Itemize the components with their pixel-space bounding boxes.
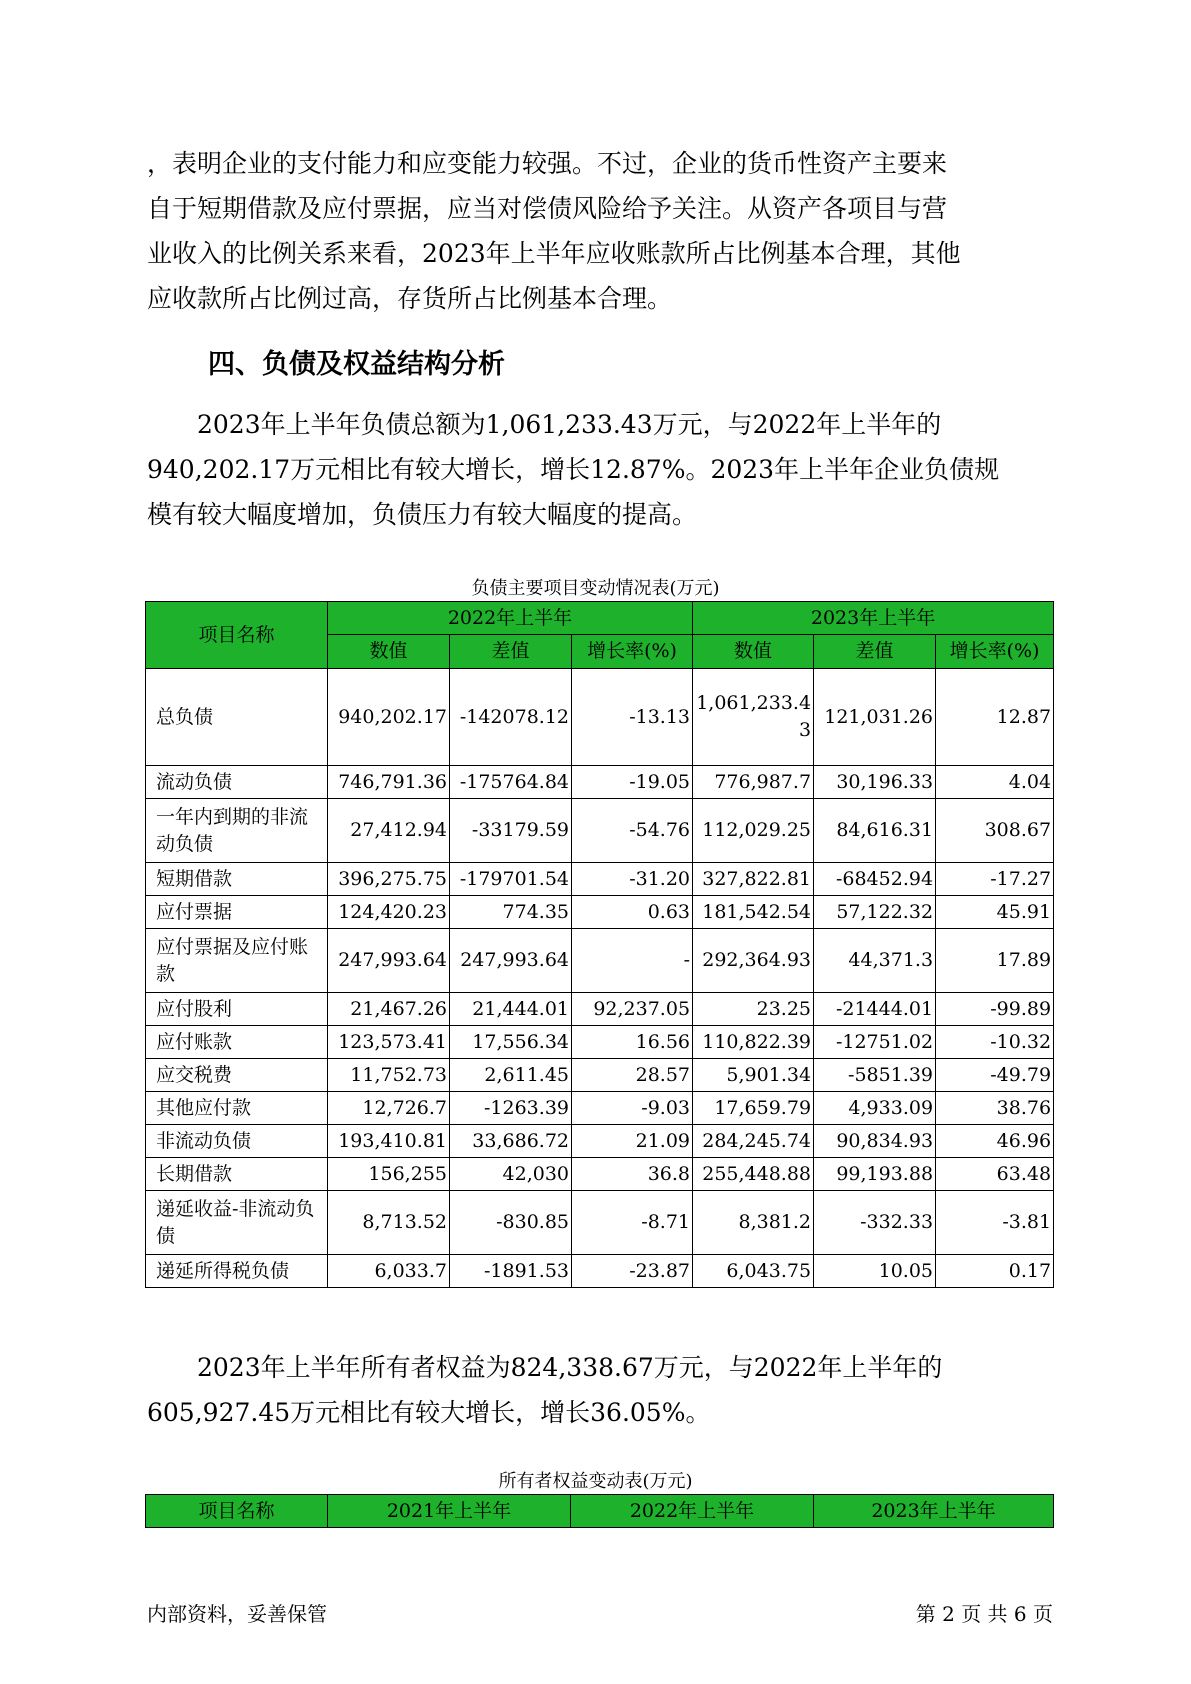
row-label: 应交税费: [146, 1059, 328, 1092]
table-cell: 45.91: [936, 896, 1054, 929]
table-cell: 2,611.45: [450, 1059, 572, 1092]
row-label: 其他应付款: [146, 1092, 328, 1125]
subheader-value: 数值: [693, 635, 814, 669]
table-cell: -: [572, 929, 693, 993]
table-cell: 90,834.93: [814, 1125, 936, 1158]
table-cell: 6,043.75: [693, 1255, 814, 1288]
table-cell: 21,444.01: [450, 993, 572, 1026]
table-row: [146, 993, 1054, 1026]
subheader-diff: 差值: [450, 635, 572, 669]
equity-paragraph: [147, 1345, 1047, 1435]
header-item-name: 项目名称: [146, 602, 328, 669]
table-cell: 33,686.72: [450, 1125, 572, 1158]
table-cell: 121,031.26: [814, 669, 936, 766]
equity-table: [145, 1494, 1054, 1528]
table1-caption: 负债主要项目变动情况表(万元): [471, 578, 720, 599]
table-row: [146, 1092, 1054, 1125]
table-cell: 110,822.39: [693, 1026, 814, 1059]
table-cell: 16.56: [572, 1026, 693, 1059]
table-cell: 63.48: [936, 1158, 1054, 1191]
table-cell: -5851.39: [814, 1059, 936, 1092]
table-cell: 774.35: [450, 896, 572, 929]
table-cell: 27,412.94: [328, 799, 450, 863]
row-label: 长期借款: [146, 1158, 328, 1191]
table-cell: 57,122.32: [814, 896, 936, 929]
table-cell: 84,616.31: [814, 799, 936, 863]
table-cell: -3.81: [936, 1191, 1054, 1255]
table-cell: 0.63: [572, 896, 693, 929]
table-cell: -179701.54: [450, 863, 572, 896]
table-cell: 28.57: [572, 1059, 693, 1092]
table-cell: 42,030: [450, 1158, 572, 1191]
row-label: 递延收益-非流动负债: [146, 1191, 328, 1255]
table-cell: 30,196.33: [814, 766, 936, 799]
subheader-diff: 差值: [814, 635, 936, 669]
table-cell: 23.25: [693, 993, 814, 1026]
table-cell: 112,029.25: [693, 799, 814, 863]
table-cell: -8.71: [572, 1191, 693, 1255]
table-cell: 308.67: [936, 799, 1054, 863]
table-cell: 10.05: [814, 1255, 936, 1288]
row-label: 短期借款: [146, 863, 328, 896]
row-label: 总负债: [146, 669, 328, 766]
table-row: [146, 896, 1054, 929]
table-cell: -142078.12: [450, 669, 572, 766]
row-label: 应付股利: [146, 993, 328, 1026]
text-line: ，表明企业的支付能力和应变能力较强。不过，企业的货币性资产主要来: [147, 149, 948, 178]
table-cell: -1263.39: [450, 1092, 572, 1125]
table-row: [146, 1191, 1054, 1255]
text-line: 2023年上半年所有者权益为824,338.67万元，与2022年上半年的: [197, 1353, 943, 1382]
footer-page-number: 第 2 页 共 6 页: [915, 1602, 1053, 1626]
row-label: 应付账款: [146, 1026, 328, 1059]
table-cell: 4,933.09: [814, 1092, 936, 1125]
table-row: [146, 1026, 1054, 1059]
table-cell: 17.89: [936, 929, 1054, 993]
table-row: [146, 1059, 1054, 1092]
table-row: [146, 766, 1054, 799]
table-cell: 17,556.34: [450, 1026, 572, 1059]
table2-caption: 所有者权益变动表(万元): [498, 1471, 693, 1492]
table-cell: 940,202.17: [328, 669, 450, 766]
table-row: [146, 669, 1054, 766]
table-cell: 255,448.88: [693, 1158, 814, 1191]
table-cell: -175764.84: [450, 766, 572, 799]
table-cell: -31.20: [572, 863, 693, 896]
liability-table: [145, 601, 1054, 1288]
header-2022: 2022年上半年: [328, 602, 693, 635]
table-cell: 396,275.75: [328, 863, 450, 896]
table-cell: 8,381.2: [693, 1191, 814, 1255]
table-cell: 123,573.41: [328, 1026, 450, 1059]
table-cell: 292,364.93: [693, 929, 814, 993]
row-label: 一年内到期的非流动负债: [146, 799, 328, 863]
table-cell: 17,659.79: [693, 1092, 814, 1125]
table-cell: 193,410.81: [328, 1125, 450, 1158]
table-cell: 327,822.81: [693, 863, 814, 896]
table-cell: 12,726.7: [328, 1092, 450, 1125]
intro-paragraph: [147, 141, 1047, 321]
table-row: [146, 1158, 1054, 1191]
table-cell: 21,467.26: [328, 993, 450, 1026]
subheader-rate: 增长率(%): [936, 635, 1054, 669]
header-2022: 2022年上半年: [571, 1495, 814, 1528]
table-cell: 99,193.88: [814, 1158, 936, 1191]
text-line: 业收入的比例关系来看，2023年上半年应收账款所占比例基本合理，其他: [147, 239, 961, 268]
table-cell: -68452.94: [814, 863, 936, 896]
table-row: [146, 1125, 1054, 1158]
table-cell: 5,901.34: [693, 1059, 814, 1092]
liability-paragraph: [147, 402, 1047, 537]
table-cell: -9.03: [572, 1092, 693, 1125]
table-cell: 44,371.3: [814, 929, 936, 993]
subheader-rate: 增长率(%): [572, 635, 693, 669]
table-cell: 247,993.64: [328, 929, 450, 993]
table-cell: 776,987.7: [693, 766, 814, 799]
section-heading: 四、负债及权益结构分析: [208, 349, 505, 380]
row-label: 流动负债: [146, 766, 328, 799]
text-line: 模有较大幅度增加，负债压力有较大幅度的提高。: [147, 500, 698, 529]
table-cell: 8,713.52: [328, 1191, 450, 1255]
table-cell: 284,245.74: [693, 1125, 814, 1158]
table-cell: -1891.53: [450, 1255, 572, 1288]
table-cell: -49.79: [936, 1059, 1054, 1092]
row-label: 非流动负债: [146, 1125, 328, 1158]
table-row: [146, 863, 1054, 896]
table-cell: -19.05: [572, 766, 693, 799]
table-cell: 0.17: [936, 1255, 1054, 1288]
table-cell: 1,061,233.43: [693, 669, 814, 766]
table-cell: 4.04: [936, 766, 1054, 799]
table-cell: 156,255: [328, 1158, 450, 1191]
text-line: 940,202.17万元相比有较大增长，增长12.87%。2023年上半年企业负债规: [147, 455, 1000, 484]
table-cell: -10.32: [936, 1026, 1054, 1059]
table-row: [146, 929, 1054, 993]
text-line: 自于短期借款及应付票据，应当对偿债风险给予关注。从资产各项目与营: [147, 194, 948, 223]
table-cell: -12751.02: [814, 1026, 936, 1059]
header-item-name: 项目名称: [146, 1495, 328, 1528]
table-cell: -54.76: [572, 799, 693, 863]
table-cell: -21444.01: [814, 993, 936, 1026]
footer-left: 内部资料，妥善保管: [147, 1602, 327, 1626]
table-cell: 124,420.23: [328, 896, 450, 929]
table-cell: -33179.59: [450, 799, 572, 863]
table-cell: -23.87: [572, 1255, 693, 1288]
table-cell: 38.76: [936, 1092, 1054, 1125]
table-row: [146, 799, 1054, 863]
table-cell: -99.89: [936, 993, 1054, 1026]
header-2021: 2021年上半年: [328, 1495, 571, 1528]
table-cell: 12.87: [936, 669, 1054, 766]
row-label: 应付票据及应付账款: [146, 929, 328, 993]
table-cell: 92,237.05: [572, 993, 693, 1026]
table-cell: 6,033.7: [328, 1255, 450, 1288]
table-cell: 36.8: [572, 1158, 693, 1191]
table-row: [146, 1255, 1054, 1288]
text-line: 应收款所占比例过高，存货所占比例基本合理。: [147, 284, 673, 313]
table-cell: 746,791.36: [328, 766, 450, 799]
table-cell: 21.09: [572, 1125, 693, 1158]
table-cell: 247,993.64: [450, 929, 572, 993]
table-cell: -830.85: [450, 1191, 572, 1255]
row-label: 应付票据: [146, 896, 328, 929]
table-cell: -13.13: [572, 669, 693, 766]
table-cell: 181,542.54: [693, 896, 814, 929]
table-cell: 46.96: [936, 1125, 1054, 1158]
header-2023: 2023年上半年: [814, 1495, 1054, 1528]
row-label: 递延所得税负债: [146, 1255, 328, 1288]
header-2023: 2023年上半年: [693, 602, 1054, 635]
text-line: 605,927.45万元相比有较大增长，增长36.05%。: [147, 1398, 711, 1427]
text-line: 2023年上半年负债总额为1,061,233.43万元，与2022年上半年的: [197, 410, 942, 439]
table-cell: -17.27: [936, 863, 1054, 896]
table-cell: -332.33: [814, 1191, 936, 1255]
subheader-value: 数值: [328, 635, 450, 669]
table-cell: 11,752.73: [328, 1059, 450, 1092]
